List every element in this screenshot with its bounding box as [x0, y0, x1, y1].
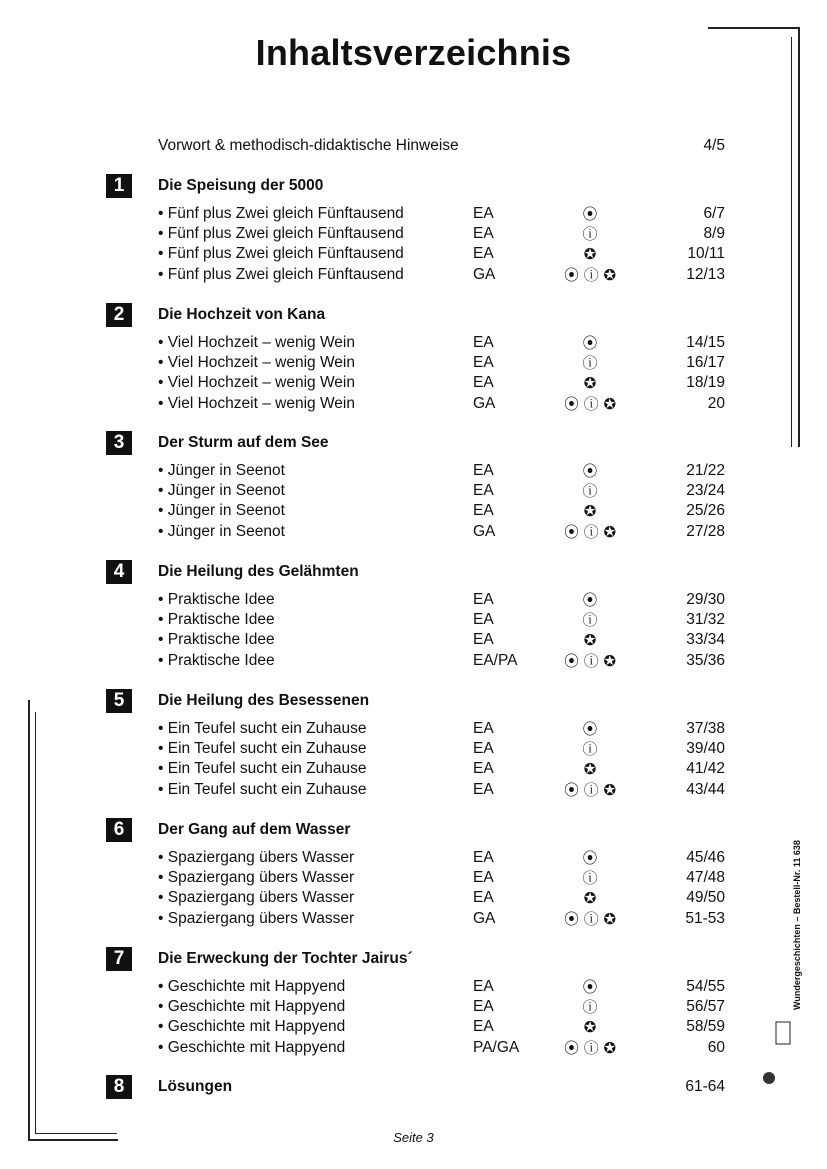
item-pages: 54/55	[686, 978, 725, 995]
section-title: Die Heilung des Besessenen	[158, 692, 370, 709]
item-title: • Jünger in Seenot	[158, 502, 285, 520]
difficulty-symbols-icon: ✪	[583, 502, 597, 521]
list-item	[0, 333, 827, 353]
item-work-form: EA	[473, 354, 494, 372]
item-work-form: GA	[473, 522, 496, 540]
list-item	[0, 759, 827, 779]
item-pages: 31/32	[686, 611, 725, 629]
page-number: Seite 3	[393, 1130, 434, 1145]
item-pages: 6/7	[703, 205, 725, 222]
difficulty-symbols-icon: ✪	[583, 1018, 597, 1037]
difficulty-symbols-icon: ⦿ ⓘ ✪	[563, 265, 617, 284]
item-title: • Viel Hochzeit – wenig Wein	[158, 374, 355, 392]
difficulty-symbols-icon: ⦿	[582, 462, 598, 480]
item-pages: 33/34	[686, 631, 725, 649]
item-work-form: EA	[473, 225, 494, 243]
item-work-form: EA	[473, 502, 494, 520]
item-pages: 10/11	[687, 245, 725, 263]
item-work-form: EA	[473, 869, 494, 887]
item-title: • Fünf plus Zwei gleich Fünftausend	[158, 225, 404, 243]
item-title: • Geschichte mit Happyend	[158, 1018, 346, 1036]
item-work-form: EA	[473, 462, 494, 479]
sidebar-order-number: Wundergeschichten – Bestell-Nr. 11 638	[792, 840, 802, 1010]
section-heading	[0, 689, 827, 713]
item-work-form: EA	[473, 978, 494, 995]
item-pages: 18/19	[686, 374, 725, 392]
item-pages: 41/42	[686, 760, 725, 778]
list-item	[0, 888, 827, 908]
item-work-form: EA	[473, 760, 494, 778]
section-number: 6	[106, 818, 132, 842]
list-item	[0, 651, 827, 671]
item-work-form: EA	[473, 591, 494, 608]
item-title: • Ein Teufel sucht ein Zuhause	[158, 720, 367, 737]
item-work-form: EA	[473, 631, 494, 649]
item-pages: 14/15	[686, 334, 725, 351]
list-item	[0, 522, 827, 542]
section-heading	[0, 303, 827, 327]
list-item	[0, 909, 827, 929]
section-heading	[0, 1075, 827, 1099]
section-number: 8	[106, 1075, 132, 1099]
item-pages: 35/36	[686, 651, 725, 669]
list-item	[0, 204, 827, 224]
section-title: Die Heilung des Gelähmten	[158, 563, 359, 580]
section-heading	[0, 947, 827, 971]
item-title: • Geschichte mit Happyend	[158, 978, 346, 995]
item-pages: 21/22	[686, 462, 725, 479]
list-item	[0, 977, 827, 997]
section-heading	[0, 560, 827, 584]
item-pages: 39/40	[686, 740, 725, 758]
difficulty-symbols-icon: ⓘ	[582, 869, 598, 888]
list-item	[0, 590, 827, 610]
item-work-form: EA	[473, 889, 494, 907]
item-work-form: EA	[473, 1018, 494, 1036]
item-work-form: EA	[473, 205, 494, 222]
section-number: 7	[106, 947, 132, 971]
item-title: • Jünger in Seenot	[158, 482, 285, 500]
item-title: • Fünf plus Zwei gleich Fünftausend	[158, 245, 404, 263]
section-number: 4	[106, 560, 132, 584]
item-title: • Ein Teufel sucht ein Zuhause	[158, 780, 367, 798]
item-pages: 58/59	[686, 1018, 725, 1036]
list-item	[0, 244, 827, 264]
item-title: • Ein Teufel sucht ein Zuhause	[158, 740, 367, 758]
section-title: Der Gang auf dem Wasser	[158, 821, 351, 838]
difficulty-symbols-icon: ⦿ ⓘ ✪	[563, 651, 617, 670]
item-pages: 8/9	[703, 225, 725, 243]
list-item	[0, 353, 827, 373]
list-item	[0, 719, 827, 739]
item-title: • Viel Hochzeit – wenig Wein	[158, 354, 355, 372]
item-pages: 23/24	[686, 482, 725, 500]
item-work-form: EA	[473, 374, 494, 392]
difficulty-symbols-icon: ⓘ	[582, 611, 598, 630]
section-title: Die Erweckung der Tochter Jairus´	[158, 950, 413, 967]
section-number: 3	[106, 431, 132, 455]
item-work-form: PA/GA	[473, 1038, 520, 1056]
item-work-form: EA	[473, 334, 494, 351]
item-title: • Viel Hochzeit – wenig Wein	[158, 394, 355, 412]
item-title: • Spaziergang übers Wasser	[158, 869, 355, 887]
difficulty-symbols-icon: ⦿	[582, 720, 598, 738]
item-title: • Geschichte mit Happyend	[158, 998, 346, 1016]
item-pages: 25/26	[686, 502, 725, 520]
item-pages: 12/13	[686, 265, 725, 283]
item-pages: 27/28	[686, 522, 725, 540]
difficulty-symbols-icon: ⓘ	[582, 482, 598, 501]
difficulty-symbols-icon: ⦿ ⓘ ✪	[563, 909, 617, 928]
item-title: • Spaziergang übers Wasser	[158, 849, 355, 866]
difficulty-symbols-icon: ⦿ ⓘ ✪	[563, 780, 617, 799]
difficulty-symbols-icon: ⦿	[582, 334, 598, 352]
list-item	[0, 848, 827, 868]
section-title: Lösungen	[158, 1078, 233, 1095]
item-work-form: EA	[473, 780, 494, 798]
difficulty-symbols-icon: ⦿ ⓘ ✪	[563, 522, 617, 541]
item-title: • Praktische Idee	[158, 631, 275, 649]
page-title: Inhaltsverzeichnis	[255, 32, 572, 73]
item-title: • Geschichte mit Happyend	[158, 1038, 346, 1056]
difficulty-symbols-icon: ⦿ ⓘ ✪	[563, 1038, 617, 1057]
item-title: • Spaziergang übers Wasser	[158, 889, 355, 907]
intro-text: Vorwort & methodisch-didaktische Hinweise	[158, 137, 459, 154]
difficulty-symbols-icon: ⦿	[582, 849, 598, 867]
item-pages: 43/44	[686, 780, 725, 798]
section-heading	[0, 818, 827, 842]
list-item	[0, 997, 827, 1017]
frame-top-line	[708, 27, 800, 29]
difficulty-symbols-icon: ⦿	[582, 205, 598, 223]
list-item	[0, 373, 827, 393]
list-item	[0, 1017, 827, 1037]
difficulty-symbols-icon: ✪	[583, 631, 597, 650]
difficulty-symbols-icon: ⓘ	[582, 225, 598, 244]
difficulty-symbols-icon: ✪	[583, 245, 597, 264]
item-work-form: GA	[473, 909, 496, 927]
item-work-form: EA	[473, 482, 494, 500]
item-title: • Viel Hochzeit – wenig Wein	[158, 334, 355, 351]
item-pages: 60	[707, 1038, 725, 1056]
item-pages: 45/46	[686, 849, 725, 866]
list-item	[0, 501, 827, 521]
difficulty-symbols-icon: ⓘ	[582, 740, 598, 759]
item-work-form: EA/PA	[473, 651, 518, 669]
section-heading	[0, 431, 827, 455]
list-item	[0, 461, 827, 481]
item-pages: 49/50	[686, 889, 725, 907]
list-item	[0, 481, 827, 501]
item-title: • Praktische Idee	[158, 651, 275, 669]
section-heading	[0, 174, 827, 198]
item-title: • Fünf plus Zwei gleich Fünftausend	[158, 205, 404, 222]
difficulty-symbols-icon: ✪	[583, 889, 597, 908]
item-work-form: EA	[473, 849, 494, 866]
item-pages: 20	[707, 394, 725, 412]
list-item	[0, 224, 827, 244]
difficulty-symbols-icon: ⓘ	[582, 998, 598, 1017]
list-item	[0, 394, 827, 414]
difficulty-symbols-icon: ⦿	[582, 978, 598, 996]
item-work-form: EA	[473, 998, 494, 1016]
item-title: • Jünger in Seenot	[158, 462, 285, 479]
list-item	[0, 610, 827, 630]
item-work-form: EA	[473, 611, 494, 629]
list-item	[0, 1038, 827, 1058]
section-number: 5	[106, 689, 132, 713]
difficulty-symbols-icon: ⦿ ⓘ ✪	[563, 394, 617, 413]
item-title: • Jünger in Seenot	[158, 522, 285, 540]
section-number: 2	[106, 303, 132, 327]
publisher-logo	[762, 1020, 792, 1086]
section-title: Die Hochzeit von Kana	[158, 306, 326, 323]
difficulty-symbols-icon: ⦿	[582, 591, 598, 609]
item-pages: 16/17	[686, 354, 725, 372]
item-pages: 51-53	[685, 909, 725, 927]
section-title: Der Sturm auf dem See	[158, 434, 329, 451]
item-title: • Praktische Idee	[158, 591, 275, 608]
item-pages: 47/48	[686, 869, 725, 887]
item-work-form: EA	[473, 720, 494, 737]
item-pages: 56/57	[686, 998, 725, 1016]
item-work-form: GA	[473, 394, 496, 412]
item-pages: 37/38	[686, 720, 725, 737]
list-item	[0, 739, 827, 759]
difficulty-symbols-icon: ⓘ	[582, 354, 598, 373]
list-item	[0, 265, 827, 285]
item-title: • Fünf plus Zwei gleich Fünftausend	[158, 265, 404, 283]
list-item	[0, 868, 827, 888]
item-title: • Spaziergang übers Wasser	[158, 909, 355, 927]
item-pages: 29/30	[686, 591, 725, 608]
item-work-form: EA	[473, 245, 494, 263]
item-work-form: GA	[473, 265, 496, 283]
item-work-form: EA	[473, 740, 494, 758]
section-pages: 61-64	[685, 1078, 725, 1095]
difficulty-symbols-icon: ✪	[583, 374, 597, 393]
intro-row	[0, 136, 827, 156]
item-title: • Praktische Idee	[158, 611, 275, 629]
item-title: • Ein Teufel sucht ein Zuhause	[158, 760, 367, 778]
section-number: 1	[106, 174, 132, 198]
list-item	[0, 630, 827, 650]
intro-pages: 4/5	[703, 137, 725, 154]
difficulty-symbols-icon: ✪	[583, 760, 597, 779]
section-title: Die Speisung der 5000	[158, 177, 324, 194]
list-item	[0, 780, 827, 800]
